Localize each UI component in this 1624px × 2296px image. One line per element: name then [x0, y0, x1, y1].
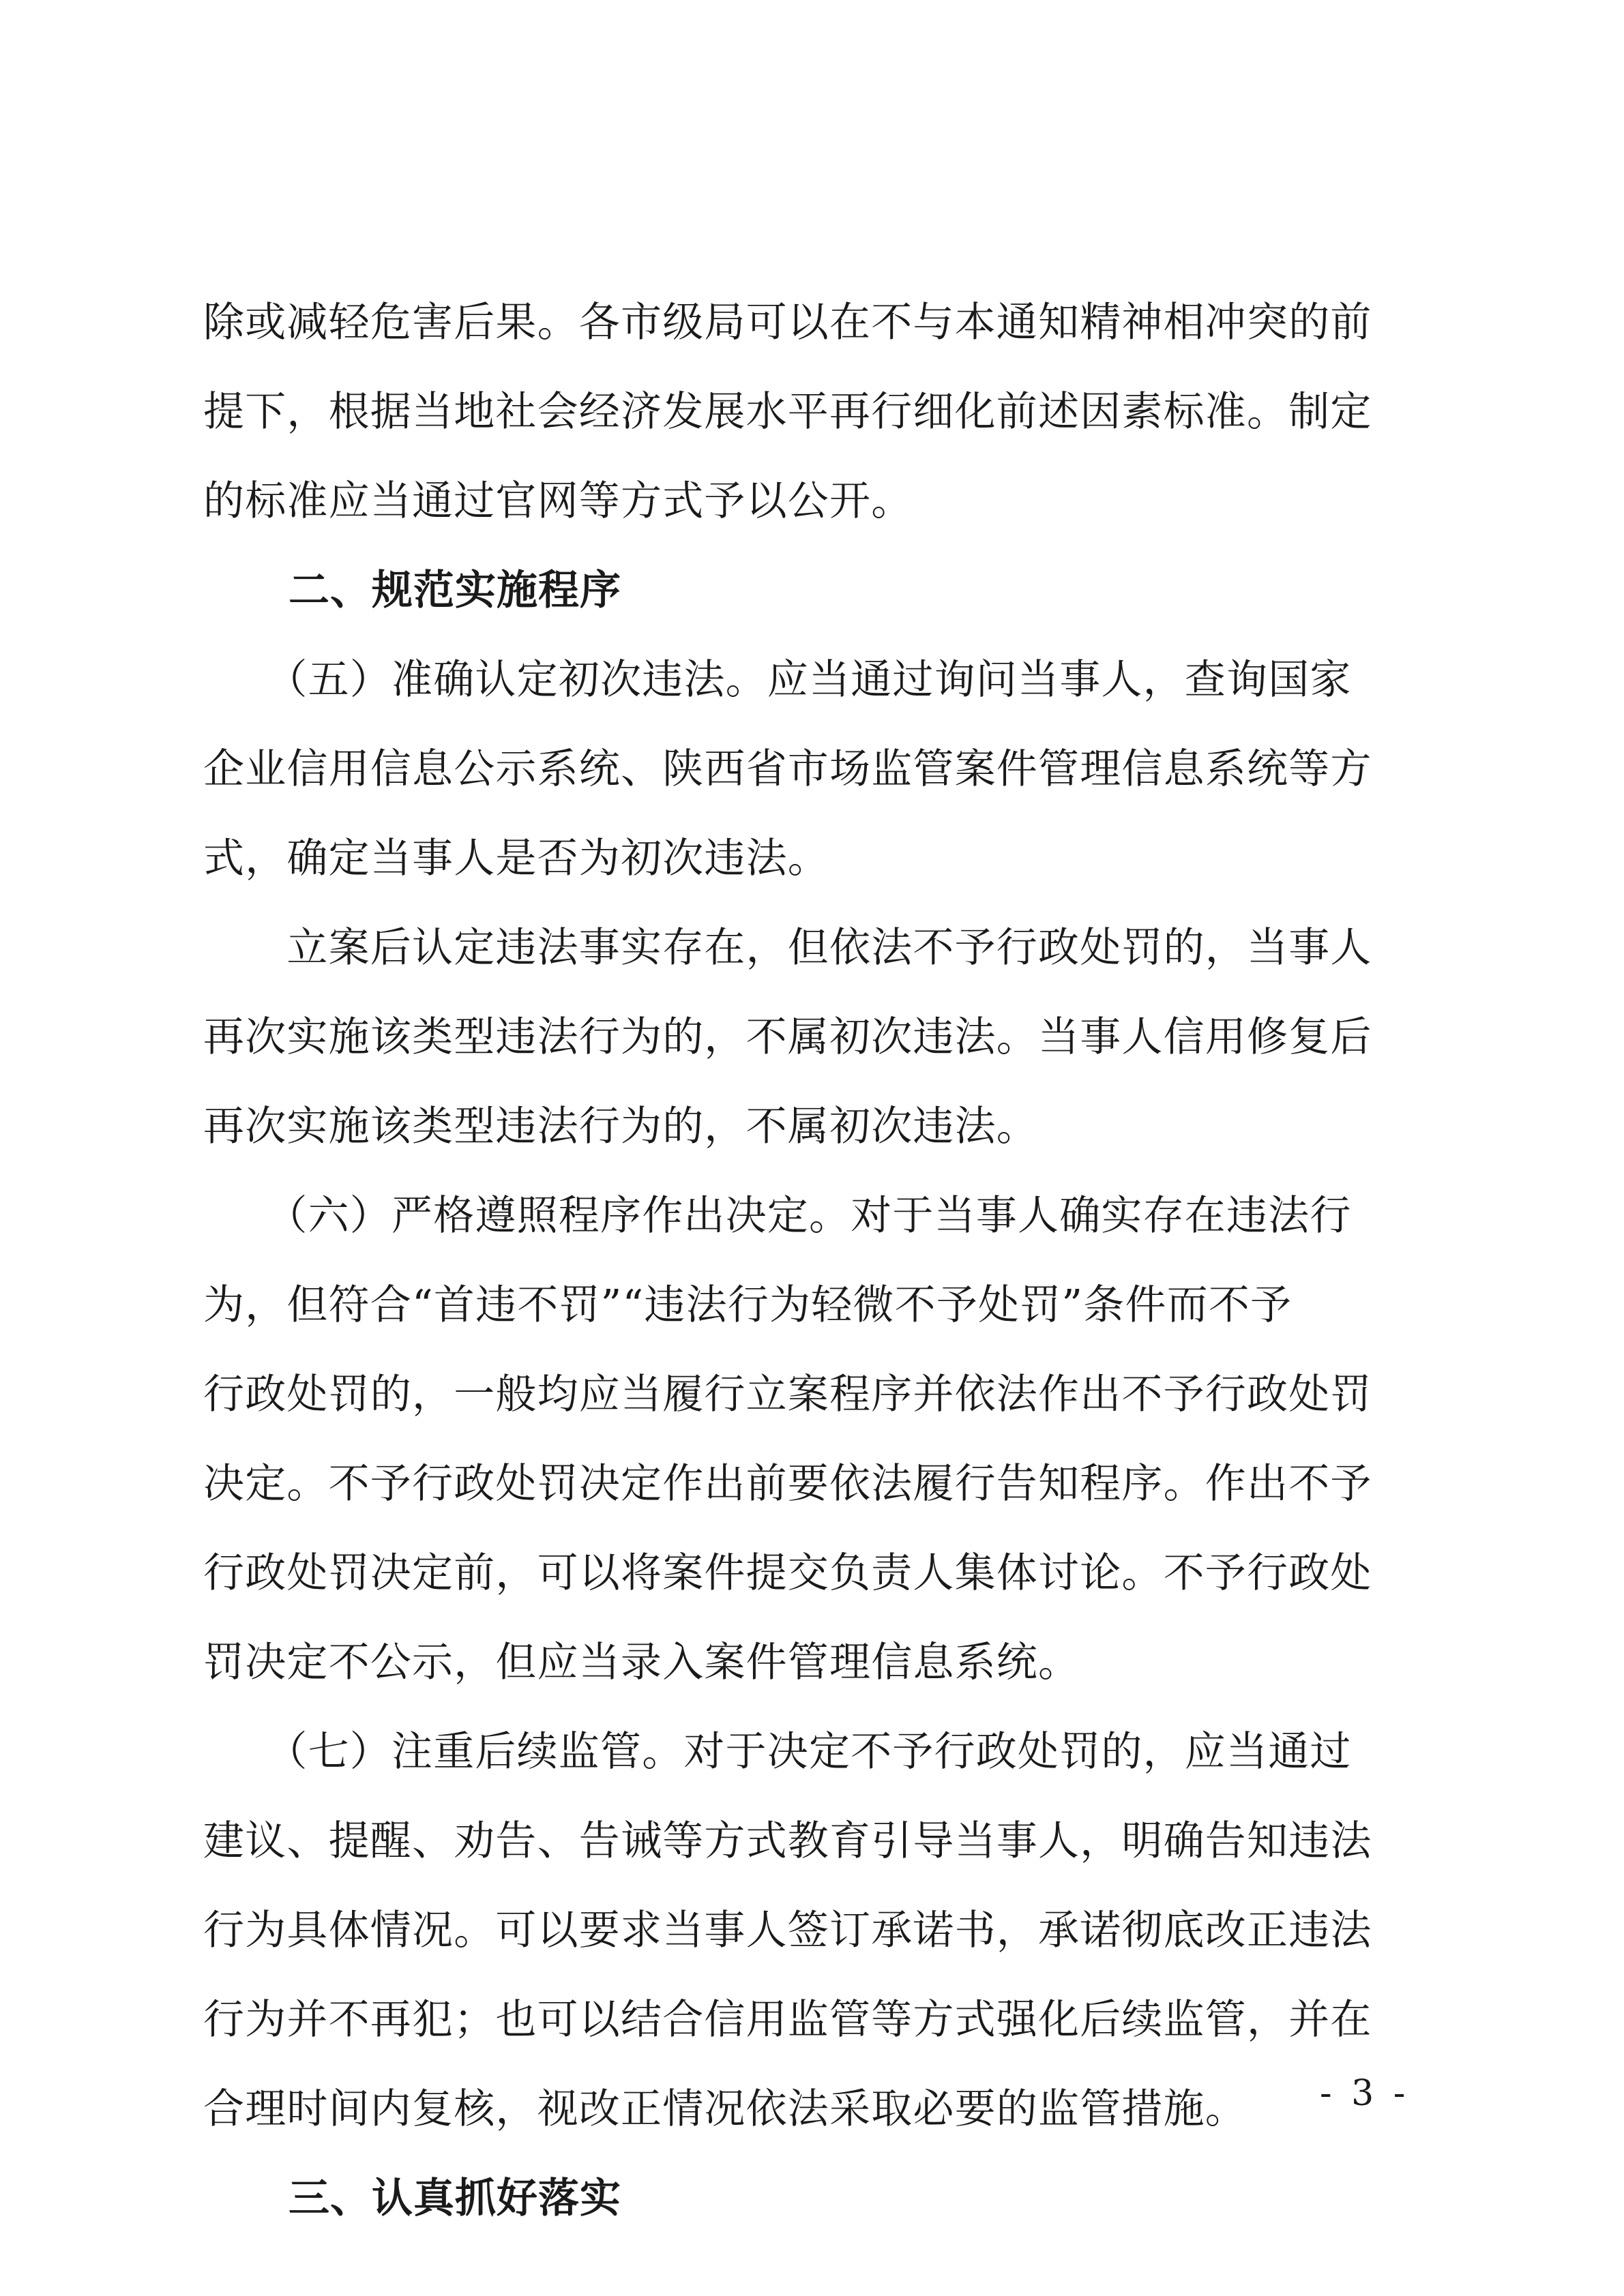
text-line: 合理时间内复核，视改正情况依法采取必要的监管措施。 — [203, 2085, 1247, 2133]
page-number: - 3 - — [1320, 2073, 1410, 2114]
text-line: （七）注重后续监管。对于决定不予行政处罚的，应当通过 — [203, 1728, 1352, 1776]
text-line: 企业信用信息公示系统、陕西省市场监管案件管理信息系统等方 — [203, 745, 1372, 793]
text-line: 立案后认定违法事实存在，但依法不予行政处罚的，当事人 — [203, 924, 1372, 972]
text-line: 除或减轻危害后果。各市级局可以在不与本通知精神相冲突的前 — [203, 299, 1372, 346]
text-line: 建议、提醒、劝告、告诫等方式教育引导当事人，明确告知违法 — [203, 1817, 1372, 1865]
text-line: 决定。不予行政处罚决定作出前要依法履行告知程序。作出不予 — [203, 1460, 1372, 1508]
text-line: 为，但符合“首违不罚”“违法行为轻微不予处罚”条件而不予 — [203, 1281, 1293, 1329]
text-line: 行为具体情况。可以要求当事人签订承诺书，承诺彻底改正违法 — [203, 1907, 1372, 1954]
text-line: （五）准确认定初次违法。应当通过询问当事人，查询国家 — [203, 656, 1352, 704]
text-line: 提下，根据当地社会经济发展水平再行细化前述因素标准。制定 — [203, 388, 1372, 436]
text-line: 罚决定不公示，但应当录入案件管理信息系统。 — [203, 1639, 1080, 1686]
text-line: 行政处罚决定前，可以将案件提交负责人集体讨论。不予行政处 — [203, 1549, 1372, 1597]
text-line: 再次实施该类型违法行为的，不属初次违法。 — [203, 1103, 1038, 1150]
section-heading-3: 三、认真抓好落实 — [289, 2175, 621, 2222]
text-line: （六）严格遵照程序作出决定。对于当事人确实存在违法行 — [203, 1192, 1352, 1240]
body-text — [203, 278, 1428, 2243]
text-line: 行为并不再犯；也可以结合信用监管等方式强化后续监管，并在 — [203, 1996, 1372, 2044]
section-heading-2: 二、规范实施程序 — [289, 567, 621, 614]
text-line: 再次实施该类型违法行为的，不属初次违法。当事人信用修复后 — [203, 1013, 1372, 1061]
text-line: 式，确定当事人是否为初次违法。 — [203, 835, 829, 882]
text-line: 的标准应当通过官网等方式予以公开。 — [203, 477, 913, 525]
text-line: 行政处罚的，一般均应当履行立案程序并依法作出不予行政处罚 — [203, 1371, 1372, 1418]
